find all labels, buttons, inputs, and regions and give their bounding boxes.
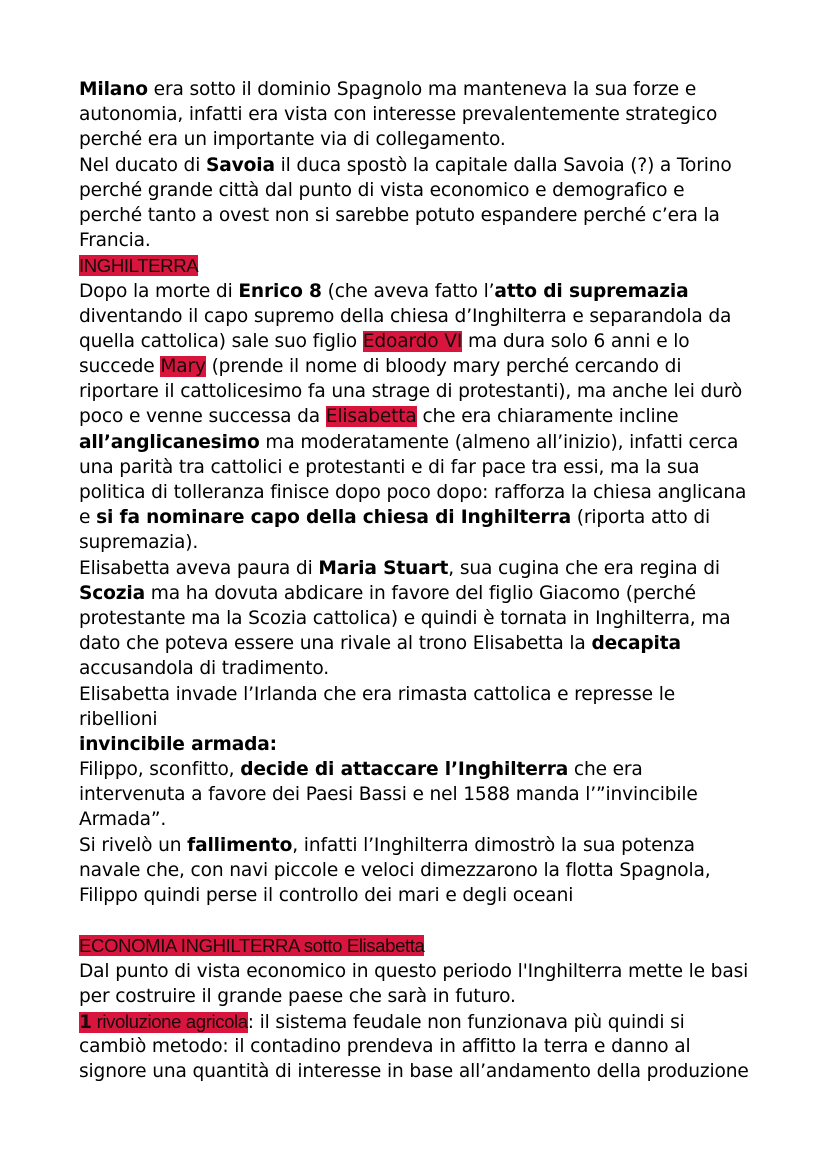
text-line: all’anglicanesimo ma moderatamente (almeno all’inizio), infatti cerca — [79, 431, 739, 453]
bold-term-fallimento: fallimento — [187, 834, 293, 856]
section-heading — [79, 933, 769, 958]
highlight-elisabetta: Elisabetta — [325, 406, 417, 428]
text-line: diventando il capo supremo della chiesa d’Inghilterra e separandola da — [79, 305, 732, 327]
text-line: intervenuta a favore dei Paesi Bassi e nel 1588 manda l’”invincibile — [79, 784, 698, 806]
bold-term-decapita: decapita — [591, 633, 681, 655]
blank-line — [79, 908, 769, 933]
text-line: cambiò metodo: il contadino prendeva in affitto la terra e danno al — [79, 1036, 691, 1058]
text-line: Filippo, sconfitto, decide di attaccare l’Inghilterra che era — [79, 759, 643, 781]
section-heading — [79, 253, 769, 278]
text-line: dato che poteva essere una rivale al trono Elisabetta la decapita — [79, 633, 681, 655]
text-line: navale che, con navi piccole e veloci dimezzarono la flotta Spagnola, — [79, 859, 711, 881]
text-line: Elisabetta aveva paura di Maria Stuart, sua cugina che era regina di — [79, 557, 720, 579]
text-line: Milano era sotto il dominio Spagnolo ma manteneva la sua forze e — [79, 79, 697, 100]
text-line: Dal punto di vista economico in questo periodo l'Inghilterra mette le basi — [79, 960, 749, 982]
text-line: 1 rivoluzione agricola: il sistema feudale non funzionava più quindi si — [79, 1010, 685, 1033]
text-line: Elisabetta invade l’Irlanda che era rimasta cattolica e represse le — [79, 683, 676, 705]
text-line: signore una quantità di interesse in base all’andamento della produzione — [79, 1061, 749, 1083]
text-line: Dopo la morte di Enrico 8 (che aveva fatto l’atto di supremazia — [79, 280, 689, 302]
highlighted-heading-inghilterra: INGHILTERRA — [79, 255, 199, 277]
bold-term-atto-supremazia: atto di supremazia — [494, 280, 689, 302]
highlight-rivoluzione-agricola: 1 rivoluzione agricola — [79, 1010, 248, 1033]
bold-term-capo-chiesa: si fa nominare capo della chiesa di Inghilterra — [96, 507, 571, 529]
bold-term-milano: Milano — [79, 79, 148, 100]
text-line: politica di tolleranza finisce dopo poco dopo: rafforza la chiesa anglicana — [79, 482, 747, 503]
text-line: Si rivelò un fallimento, infatti l’Inghilterra dimostrò la sua potenza — [79, 834, 695, 856]
highlight-mary: Mary — [160, 356, 206, 378]
document-page — [79, 77, 769, 1085]
bold-term-scozia: Scozia — [79, 582, 146, 604]
text-line: una parità tra cattolici e protestanti e di far pace tra essi, ma la sua — [79, 456, 700, 478]
text-line: quella cattolica) sale suo figlio Edoardo VI ma dura solo 6 anni e lo — [79, 330, 690, 352]
bold-term-maria-stuart: Maria Stuart — [318, 557, 449, 579]
text-line: perché tanto a ovest non si sarebbe potuto espandere perché c’era la — [79, 204, 720, 226]
text-line: perché era un importante via di collegamento. — [79, 129, 506, 151]
text-line: Nel ducato di Savoia il duca spostò la capitale dalla Savoia (?) a Torino — [79, 154, 732, 176]
bold-term-attaccare: decide di attaccare l’Inghilterra — [240, 759, 569, 781]
highlight-edoardo: Edoardo VI — [362, 330, 463, 352]
bold-term-anglicanesimo: all’anglicanesimo — [79, 431, 260, 453]
text-line: succede Mary (prende il nome di bloody mary perché cercando di — [79, 356, 682, 378]
bold-term-savoia: Savoia — [206, 154, 275, 176]
text-line: perché grande città dal punto di vista economico e demografico e — [79, 179, 685, 201]
text-line: poco e venne successa da Elisabetta che era chiaramente incline — [79, 406, 679, 428]
text-line: autonomia, infatti era vista con interesse prevalentemente strategico — [79, 104, 718, 126]
bold-term-enrico: Enrico 8 — [238, 280, 322, 302]
text-line: Scozia ma ha dovuta abdicare in favore del figlio Giacomo (perché — [79, 582, 696, 604]
text-line: e si fa nominare capo della chiesa di Inghilterra (riporta atto di — [79, 507, 711, 529]
text-line: supremazia). — [79, 532, 199, 554]
text-line: accusandola di tradimento. — [79, 658, 330, 680]
subheading-armada: invincibile armada: — [79, 733, 277, 755]
text-line: protestante ma la Scozia cattolica) e quindi è tornata in Inghilterra, ma — [79, 607, 731, 629]
highlighted-heading-economia: ECONOMIA INGHILTERRA sotto Elisabetta — [79, 935, 425, 957]
text-line: riportare il cattolicesimo fa una strage di protestanti), ma anche lei durò — [79, 381, 743, 403]
text-line: per costruire il grande paese che sarà in futuro. — [79, 985, 516, 1007]
text-line: Francia. — [79, 230, 151, 252]
text-line: Armada”. — [79, 809, 167, 831]
text-line: Filippo quindi perse il controllo dei mari e degli oceani — [79, 885, 574, 906]
text-line: ribellioni — [79, 708, 158, 730]
